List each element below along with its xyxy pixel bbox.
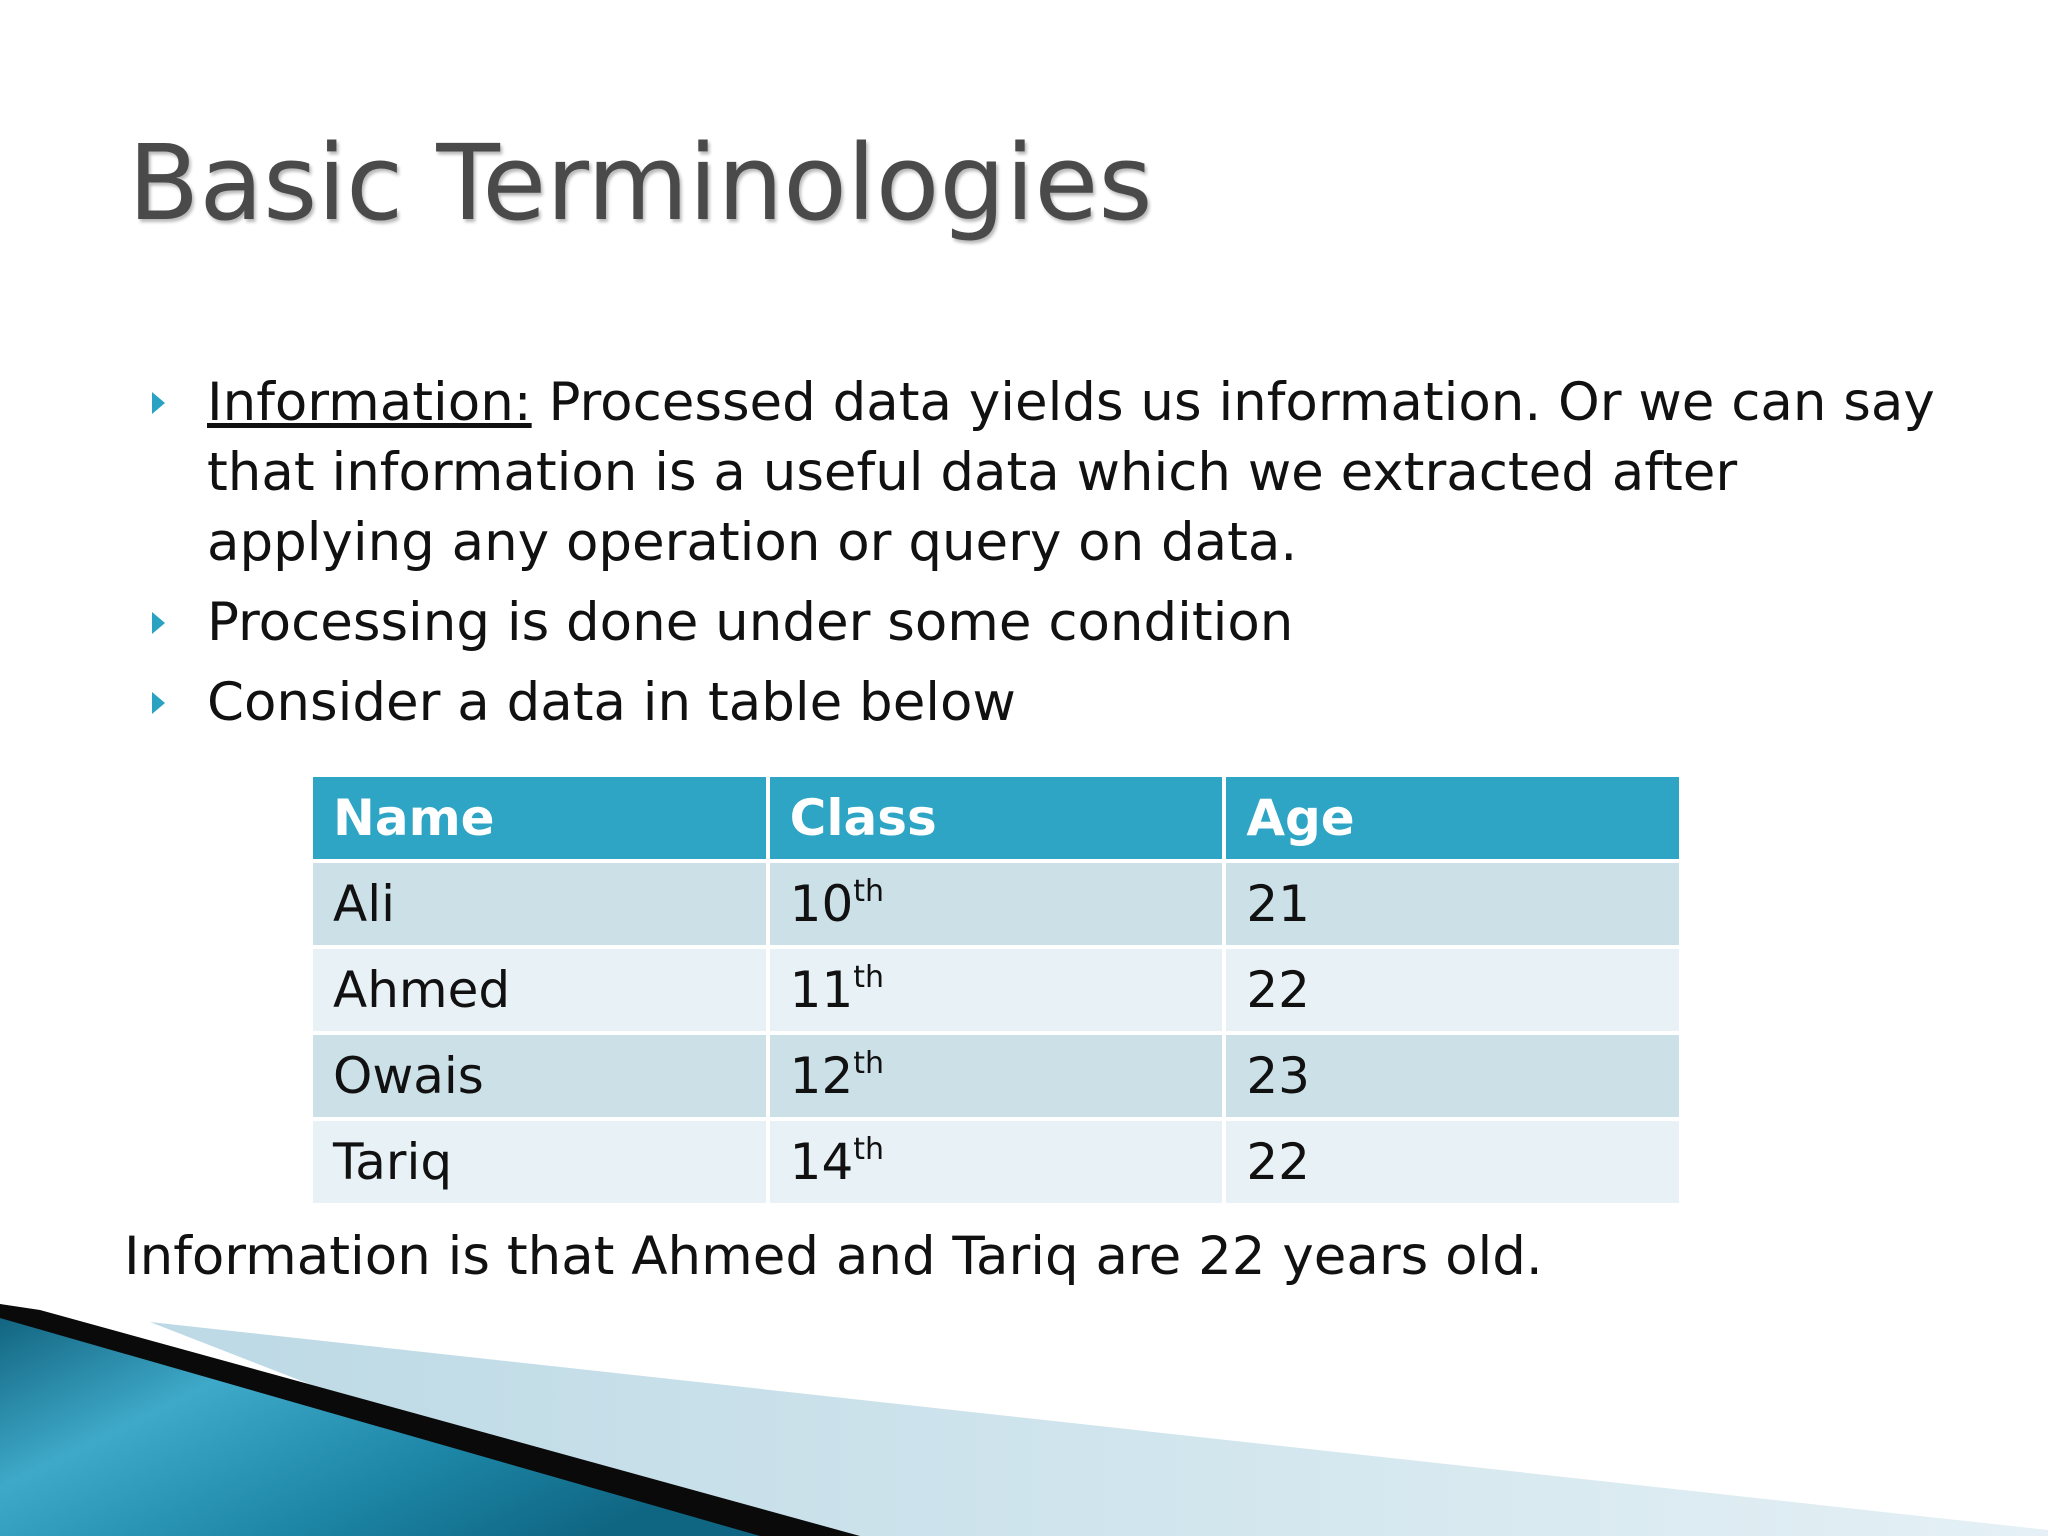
column-header-class: Class (768, 775, 1225, 861)
cell-name: Owais (311, 1033, 768, 1119)
cell-name: Ali (311, 861, 768, 947)
bullet-text: Processed data yields us information. Or we can say that information is a useful data which we extracted after applying any operation or query on data. (207, 372, 1935, 573)
table-row (311, 947, 1681, 1033)
class-number: 10 (789, 875, 854, 933)
class-suffix: th (853, 1046, 885, 1081)
slide-title: Basic Terminologies (128, 122, 1153, 244)
class-number: 12 (789, 1047, 854, 1105)
cell-class (768, 861, 1225, 947)
data-table (309, 773, 1683, 1207)
cell-age: 23 (1224, 1033, 1681, 1119)
table-header-row (311, 775, 1681, 861)
bullet-list (148, 368, 1978, 748)
table-row (311, 1033, 1681, 1119)
cell-age: 21 (1224, 861, 1681, 947)
cell-class (768, 1119, 1225, 1205)
triangle-right-icon (152, 392, 165, 414)
bullet-item-processing (148, 588, 1978, 658)
cell-class (768, 1033, 1225, 1119)
column-header-name: Name (311, 775, 768, 861)
conclusion-text: Information is that Ahmed and Tariq are 22 years old. (124, 1226, 1543, 1287)
decorative-wave (0, 1280, 2048, 1536)
cell-class (768, 947, 1225, 1033)
cell-name: Ahmed (311, 947, 768, 1033)
cell-age: 22 (1224, 1119, 1681, 1205)
bullet-text: Consider a data in table below (207, 672, 1016, 733)
triangle-right-icon (152, 612, 165, 634)
class-suffix: th (853, 874, 885, 909)
column-header-age: Age (1224, 775, 1681, 861)
table-row (311, 861, 1681, 947)
bullet-item-consider (148, 668, 1978, 738)
bullet-text: Processing is done under some condition (207, 592, 1294, 653)
cell-age: 22 (1224, 947, 1681, 1033)
bullet-term: Information: (207, 372, 532, 433)
class-suffix: th (853, 1132, 885, 1167)
class-suffix: th (853, 960, 885, 995)
cell-name: Tariq (311, 1119, 768, 1205)
table-row (311, 1119, 1681, 1205)
class-number: 11 (789, 961, 854, 1019)
triangle-right-icon (152, 692, 165, 714)
class-number: 14 (789, 1133, 854, 1191)
bullet-item-information (148, 368, 1978, 578)
